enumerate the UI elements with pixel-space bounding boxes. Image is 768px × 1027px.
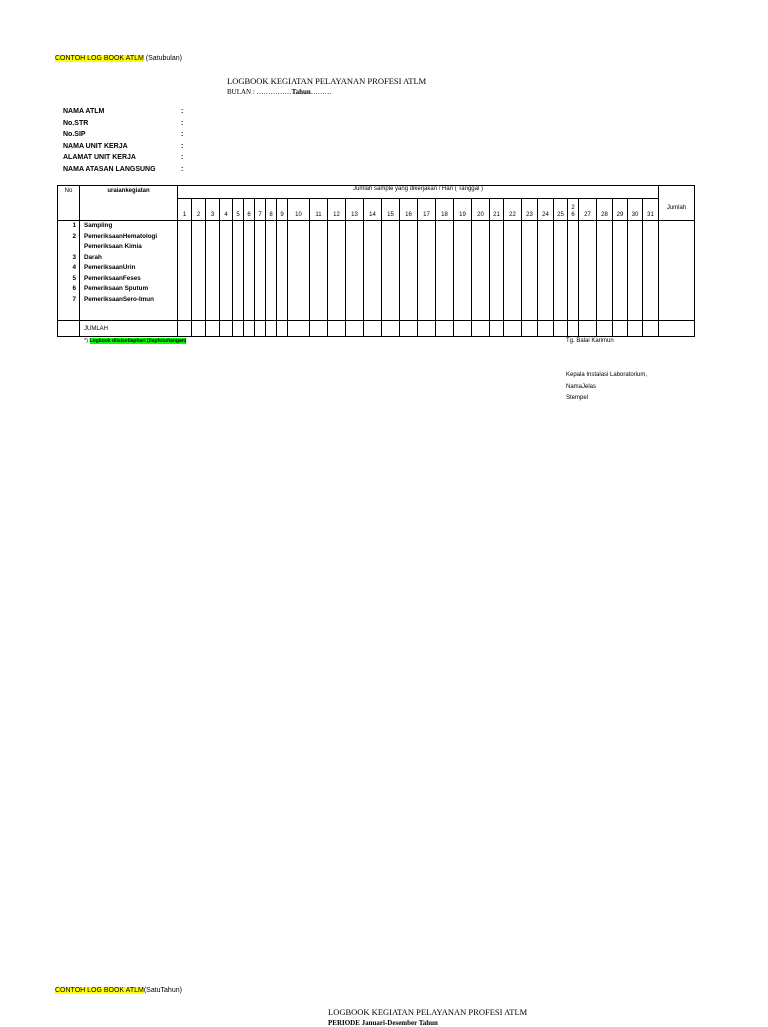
signature-name: NamaJelas [566, 383, 597, 390]
row-number: 7 [72, 295, 76, 303]
day-header-19: 19 [454, 199, 472, 221]
day-header-13: 13 [346, 199, 364, 221]
row-number: 3 [72, 253, 76, 261]
table-header-row [58, 186, 695, 199]
total-cell [400, 321, 418, 337]
activity-item: PemeriksaanUrin [84, 264, 136, 271]
total-cell [418, 321, 436, 337]
logbook-table [57, 185, 695, 337]
day-header-14: 14 [364, 199, 382, 221]
count-cell [220, 221, 233, 321]
count-cell [472, 221, 490, 321]
day-header-11: 11 [310, 199, 328, 221]
info-label: No.SIP [63, 131, 86, 138]
total-cell [220, 321, 233, 337]
activity-cell [80, 221, 178, 321]
total-cell [346, 321, 364, 337]
count-cell [310, 221, 328, 321]
tag-suffix: (Satubulan) [145, 55, 182, 62]
tag-suffix: (SatuTahun) [143, 987, 182, 994]
total-cell [597, 321, 613, 337]
total-cell [522, 321, 538, 337]
info-row [63, 141, 191, 153]
day-header-10: 10 [288, 199, 310, 221]
info-colon: : [181, 131, 184, 138]
total-cell [613, 321, 628, 337]
day-header-28: 28 [597, 199, 613, 221]
day-header-22: 22 [504, 199, 522, 221]
info-colon: : [181, 165, 184, 173]
logbook-tag [55, 55, 182, 62]
day-header-21: 21 [490, 199, 504, 221]
table-total-row [58, 321, 695, 337]
total-cell [454, 321, 472, 337]
count-cell [178, 221, 192, 321]
day-header-16: 16 [400, 199, 418, 221]
row-number: 1 [72, 222, 76, 229]
info-colon: : [181, 154, 184, 161]
page-subtitle [227, 88, 332, 96]
total-cell [538, 321, 554, 337]
total-cell [554, 321, 568, 337]
page-subtitle-yearly: PERIODE Januari-Desember Tahun [328, 1019, 438, 1027]
day-header-1: 1 [178, 199, 192, 221]
count-cell [504, 221, 522, 321]
day-header-29: 29 [613, 199, 628, 221]
table-note [84, 338, 186, 344]
total-cell [436, 321, 454, 337]
day-header-2: 2 [192, 199, 206, 221]
col-days-header: Jumlah sample yang dikerjakan / Hari ( Tanggal ) [178, 186, 659, 199]
count-cell [436, 221, 454, 321]
day-header-30: 30 [628, 199, 643, 221]
count-cell [579, 221, 597, 321]
count-cell [277, 221, 288, 321]
info-colon: : [181, 108, 184, 115]
row-number: 2 [72, 232, 76, 240]
info-row [63, 106, 191, 118]
day-header-12: 12 [328, 199, 346, 221]
total-cell [192, 321, 206, 337]
day-header-18: 18 [436, 199, 454, 221]
note-prefix: *) [84, 338, 88, 344]
count-cell [266, 221, 277, 321]
page-title-yearly: LOGBOOK KEGIATAN PELAYANAN PROFESI ATLM [328, 1007, 528, 1017]
subtitle-mid: Tahun [291, 88, 311, 96]
note-highlight: Logbook diisisetiaphari (tiapfoto/tangan) [89, 338, 187, 344]
total-cell [504, 321, 522, 337]
info-row [63, 118, 191, 130]
day-header-7: 7 [255, 199, 266, 221]
count-cell [418, 221, 436, 321]
row-number: 5 [72, 274, 76, 282]
total-cell [328, 321, 346, 337]
count-cell [554, 221, 568, 321]
subtitle-prefix: BULAN : …………… [227, 88, 292, 96]
count-cell [328, 221, 346, 321]
info-fields [63, 106, 191, 175]
signature-stamp: Stempel [566, 395, 589, 401]
signature-block [566, 370, 647, 405]
activity-item: PemeriksaanHematologi [84, 232, 158, 240]
total-cell [277, 321, 288, 337]
day-header-27: 27 [579, 199, 597, 221]
total-cell [643, 321, 659, 337]
info-colon: : [181, 119, 184, 127]
col-activity-header: uraiankegiatan [80, 186, 178, 221]
count-cell [364, 221, 382, 321]
count-cell [233, 221, 244, 321]
count-cell [490, 221, 504, 321]
total-cell [178, 321, 192, 337]
total-cell [266, 321, 277, 337]
day-header-8: 8 [266, 199, 277, 221]
tag-highlight: CONTOH LOG BOOK ATLM [55, 55, 144, 62]
signature-role: Kepala Instalasi Laboratorium, [566, 372, 648, 378]
info-colon: : [181, 142, 184, 150]
row-number: 4 [72, 264, 76, 271]
activity-item: Pemeriksaan Sputum [84, 285, 149, 292]
activity-item: PemeriksaanFeses [84, 274, 141, 282]
col-no-header: No [58, 186, 80, 221]
total-cell [659, 321, 695, 337]
info-label: NAMA ATLM [63, 108, 105, 115]
info-row [63, 164, 191, 176]
info-label: NAMA ATASAN LANGSUNG [63, 165, 156, 173]
total-cell [310, 321, 328, 337]
day-header-25: 25 [554, 199, 568, 221]
count-cell [568, 221, 579, 321]
count-cell [400, 221, 418, 321]
day-header-23: 23 [522, 199, 538, 221]
count-cell [206, 221, 220, 321]
total-cell [579, 321, 597, 337]
count-cell [643, 221, 659, 321]
total-cell [568, 321, 579, 337]
tag-highlight: CONTOH LOG BOOK ATLM [55, 987, 144, 994]
day-header-31: 31 [643, 199, 659, 221]
count-cell [288, 221, 310, 321]
day-header-15: 15 [382, 199, 400, 221]
total-cell [244, 321, 255, 337]
day-header-24: 24 [538, 199, 554, 221]
day-header-6: 6 [244, 199, 255, 221]
logbook-tag-yearly [55, 987, 182, 994]
count-cell [244, 221, 255, 321]
activity-item: Darah [84, 253, 102, 261]
subtitle-suffix: ……… [310, 88, 332, 96]
total-cell [288, 321, 310, 337]
total-cell [255, 321, 266, 337]
table-row [58, 221, 695, 321]
total-cell [628, 321, 643, 337]
day-header-5: 5 [233, 199, 244, 221]
info-label: ALAMAT UNIT KERJA [63, 154, 136, 161]
info-label: No.STR [63, 119, 89, 127]
row-number: 6 [72, 285, 76, 292]
signature-place: Tg. Balai Karimun [566, 338, 614, 344]
count-cell [192, 221, 206, 321]
day-header-26: 2 6 [568, 199, 579, 221]
count-cell [454, 221, 472, 321]
activity-item: PemeriksaanSero-Imun [84, 295, 154, 303]
count-cell [522, 221, 538, 321]
count-cell [628, 221, 643, 321]
total-cell [364, 321, 382, 337]
page-title: LOGBOOK KEGIATAN PELAYANAN PROFESI ATLM [227, 76, 427, 86]
day-header-9: 9 [277, 199, 288, 221]
day-header-20: 20 [472, 199, 490, 221]
count-cell [346, 221, 364, 321]
day-header-17: 17 [418, 199, 436, 221]
total-cell [382, 321, 400, 337]
day-header-4: 4 [220, 199, 233, 221]
count-cell [597, 221, 613, 321]
activity-item: Sampling [84, 222, 113, 229]
count-cell [538, 221, 554, 321]
total-cell [206, 321, 220, 337]
total-label: JUMLAH [80, 321, 178, 337]
row-number [58, 242, 76, 253]
count-cell [659, 221, 695, 321]
total-cell [490, 321, 504, 337]
total-cell [472, 321, 490, 337]
col-total-header: Jumlah [659, 186, 695, 221]
count-cell [255, 221, 266, 321]
activity-item: Pemeriksaan Kimia [84, 243, 142, 250]
count-cell [382, 221, 400, 321]
info-row [63, 152, 191, 164]
info-label: NAMA UNIT KERJA [63, 142, 128, 150]
total-no-cell [58, 321, 80, 337]
count-cell [613, 221, 628, 321]
info-row [63, 129, 191, 141]
total-cell [233, 321, 244, 337]
no-cell [58, 221, 80, 321]
day-header-3: 3 [206, 199, 220, 221]
